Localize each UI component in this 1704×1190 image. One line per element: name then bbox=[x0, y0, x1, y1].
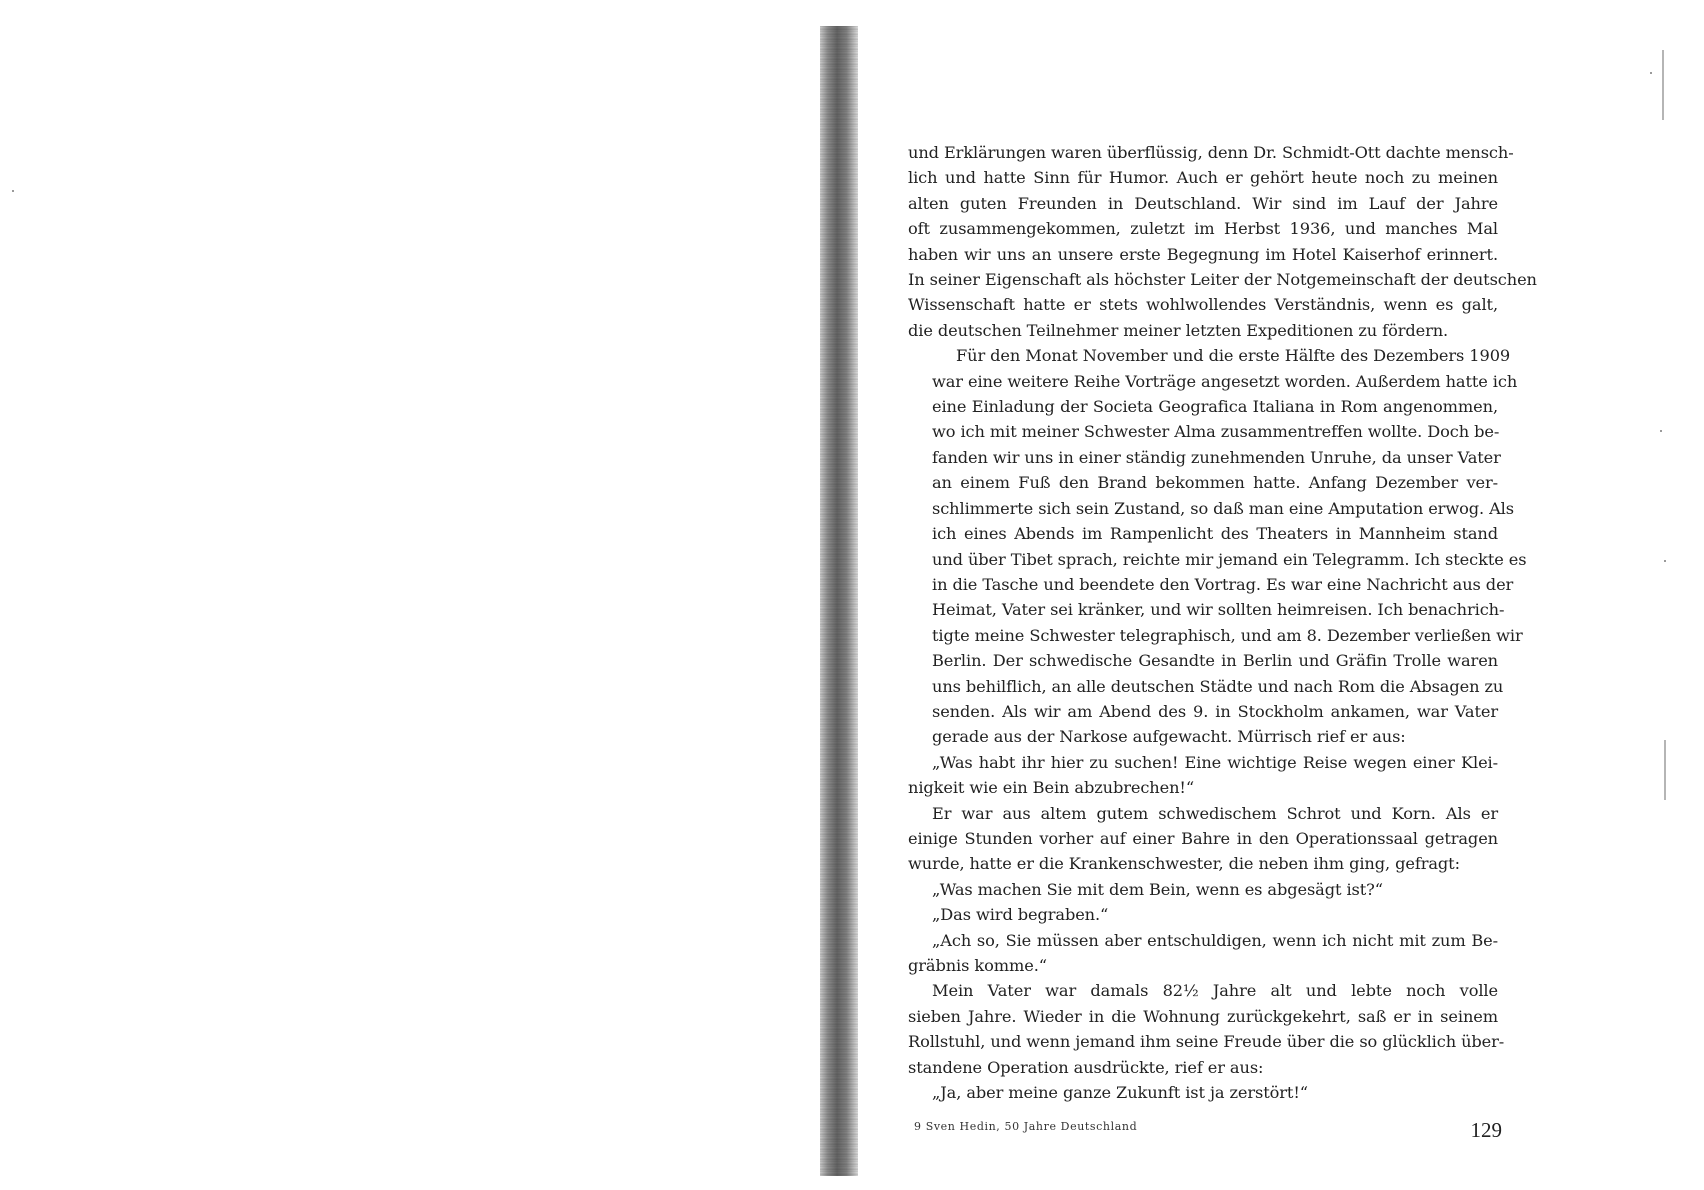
text-line: Rollstuhl, und wenn jemand ihm seine Freude über die so glücklich über- bbox=[908, 1032, 1505, 1052]
signature-footnote: 9 Sven Hedin, 50 Jahre Deutschland bbox=[914, 1120, 1138, 1133]
paragraph bbox=[908, 343, 1527, 750]
text-line: und Erklärungen waren überflüssig, denn Dr. Schmidt-Ott dachte mensch- bbox=[908, 143, 1514, 162]
text-line: wo ich mit meiner Schwester Alma zusammentreffen wollte. Doch be- bbox=[932, 422, 1500, 442]
text-line: Mein Vater war damals 82½ Jahre alt und lebte noch volle bbox=[932, 981, 1498, 1001]
scan-speck bbox=[1650, 72, 1652, 74]
text-line: gerade aus der Narkose aufgewacht. Mürrisch rief er aus: bbox=[932, 727, 1406, 747]
text-line: ich eines Abends im Rampenlicht des Theaters in Mannheim stand bbox=[932, 524, 1498, 544]
text-line: Für den Monat November und die erste Hälfte des Dezembers 1909 bbox=[956, 346, 1511, 366]
scan-speck bbox=[1660, 430, 1662, 432]
text-line: eine Einladung der Societa Geografica Italiana in Rom angenommen, bbox=[932, 397, 1498, 417]
paragraph bbox=[908, 140, 1537, 343]
page-number: 129 bbox=[1470, 1118, 1502, 1142]
text-line: „Was machen Sie mit dem Bein, wenn es abgesägt ist?“ bbox=[932, 879, 1383, 899]
book-page bbox=[908, 140, 1537, 1105]
text-line: in die Tasche und beendete den Vortrag. Es war eine Nachricht aus der bbox=[932, 574, 1514, 594]
text-line: senden. Als wir am Abend des 9. in Stockholm ankamen, war Vater bbox=[932, 701, 1498, 721]
text-line: fanden wir uns in einer ständig zunehmenden Unruhe, da unser Vater bbox=[932, 447, 1501, 467]
paragraph bbox=[908, 801, 1498, 877]
text-line: alten guten Freunden in Deutschland. Wir sind im Lauf der Jahre bbox=[908, 193, 1498, 213]
text-line: wurde, hatte er die Krankenschwester, die neben ihm ging, gefragt: bbox=[908, 854, 1460, 874]
text-line: In seiner Eigenschaft als höchster Leiter der Notgemeinschaft der deutschen bbox=[908, 270, 1537, 290]
scan-speck bbox=[12, 190, 14, 192]
text-line: an einem Fuß den Brand bekommen hatte. Anfang Dezember ver- bbox=[932, 473, 1498, 493]
paragraph bbox=[908, 928, 1498, 979]
text-line: Er war aus altem gutem schwedischem Schrot und Korn. Als er bbox=[932, 803, 1498, 823]
text-line: gräbnis komme.“ bbox=[908, 956, 1047, 975]
text-line: Wissenschaft hatte er stets wohlwollendes Verständnis, wenn es galt, bbox=[908, 295, 1498, 315]
text-line: sieben Jahre. Wieder in die Wohnung zurückgekehrt, saß er in seinem bbox=[908, 1006, 1498, 1026]
text-line: „Was habt ihr hier zu suchen! Eine wichtige Reise wegen einer Klei- bbox=[932, 752, 1498, 772]
text-line: schlimmerte sich sein Zustand, so daß man eine Amputation erwog. Als bbox=[932, 498, 1514, 518]
text-line: einige Stunden vorher auf einer Bahre in den Operationssaal getragen bbox=[908, 828, 1498, 848]
text-line: nigkeit wie ein Bein abzubrechen!“ bbox=[908, 778, 1195, 798]
right-edge-mark bbox=[1664, 740, 1666, 800]
text-line: „Ach so, Sie müssen aber entschuldigen, wenn ich nicht mit zum Be- bbox=[932, 930, 1498, 950]
scan-speck bbox=[1664, 560, 1666, 562]
text-line: war eine weitere Reihe Vorträge angesetzt worden. Außerdem hatte ich bbox=[932, 371, 1518, 391]
page-footer bbox=[908, 1118, 1502, 1148]
text-line: lich und hatte Sinn für Humor. Auch er gehört heute noch zu meinen bbox=[908, 168, 1498, 188]
paragraph bbox=[908, 877, 1498, 902]
text-line: „Ja, aber meine ganze Zukunft ist ja zerstört!“ bbox=[932, 1083, 1308, 1103]
text-line: oft zusammengekommen, zuletzt im Herbst 1936, und manches Mal bbox=[908, 219, 1498, 239]
body-text bbox=[908, 140, 1537, 1105]
paragraph bbox=[908, 902, 1498, 927]
paragraph bbox=[908, 1080, 1498, 1105]
text-line: Berlin. Der schwedische Gesandte in Berlin und Gräfin Trolle waren bbox=[932, 651, 1498, 671]
text-line: standene Operation ausdrückte, rief er aus: bbox=[908, 1057, 1264, 1077]
text-line: tigte meine Schwester telegraphisch, und am 8. Dezember verließen wir bbox=[932, 625, 1523, 645]
text-line: haben wir uns an unsere erste Begegnung im Hotel Kaiserhof erinnert. bbox=[908, 244, 1498, 264]
text-line: Heimat, Vater sei kränker, und wir sollten heimreisen. Ich benachrich- bbox=[932, 600, 1505, 620]
paragraph bbox=[908, 750, 1498, 801]
text-line: „Das wird begraben.“ bbox=[932, 905, 1109, 925]
paragraph bbox=[908, 978, 1505, 1080]
right-edge-mark bbox=[1662, 50, 1664, 120]
text-line: und über Tibet sprach, reichte mir jemand ein Telegramm. Ich steckte es bbox=[932, 549, 1527, 569]
text-line: die deutschen Teilnehmer meiner letzten Expeditionen zu fördern. bbox=[908, 320, 1449, 340]
book-gutter-shadow bbox=[820, 26, 858, 1176]
text-line: uns behilflich, an alle deutschen Städte und nach Rom die Absagen zu bbox=[932, 676, 1504, 696]
